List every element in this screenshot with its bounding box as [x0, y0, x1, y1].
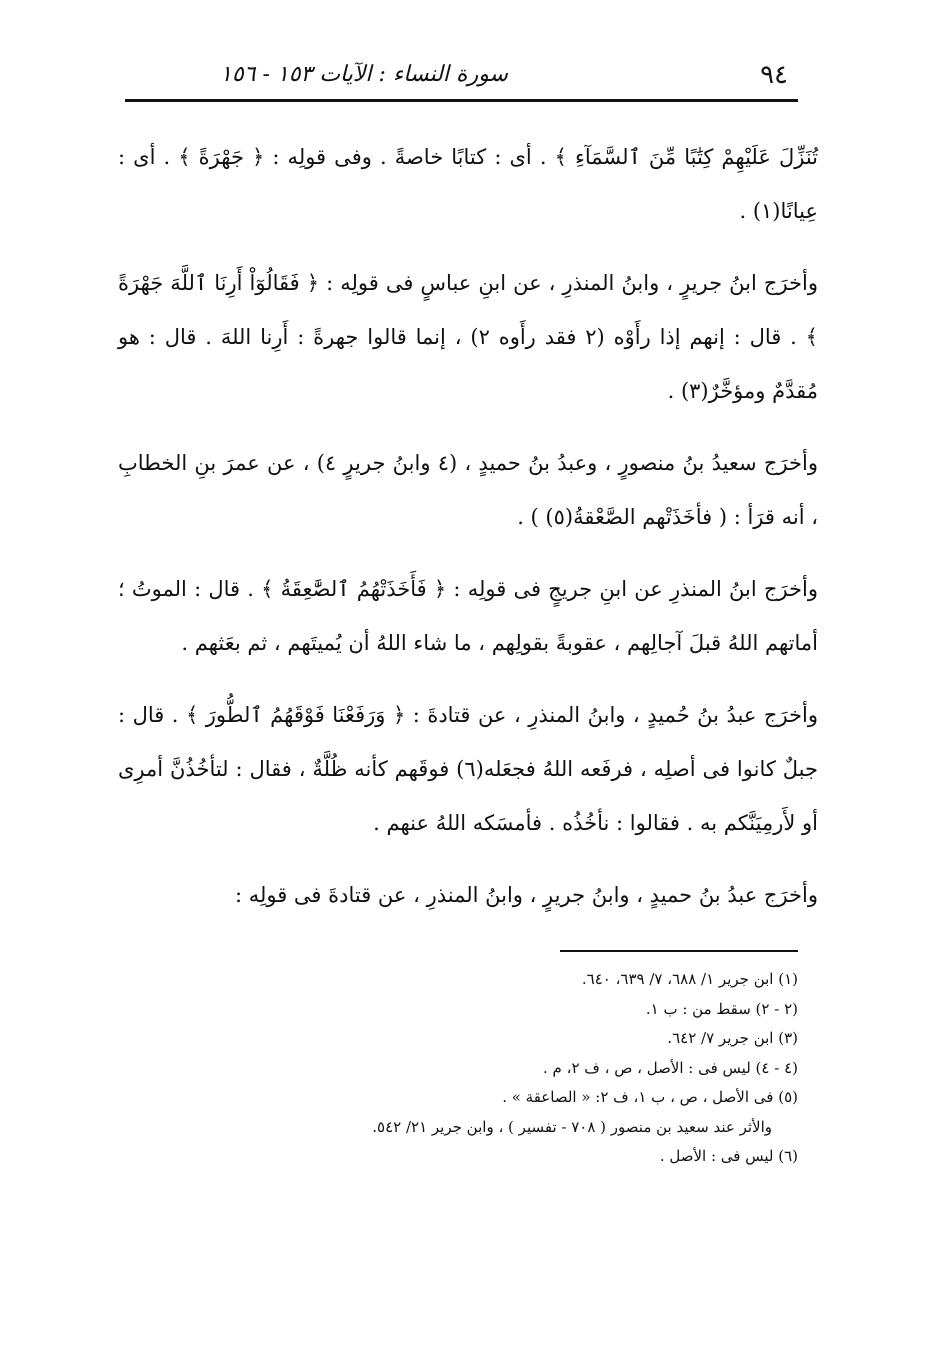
page-number: ٩٤ [760, 60, 788, 90]
footnote: (٦) ليس فى : الأصل . [659, 1147, 798, 1165]
footnote: (٢ - ٢) سقط من : ب ١. [645, 999, 798, 1018]
page-header [125, 52, 798, 102]
header-rule [125, 99, 798, 102]
paragraph: وأخرَج عبدُ بنُ حُميدٍ ، وابنُ المنذرِ ، عن قتادةَ : ﴿ وَرَفَعْنَا فَوْقَهُمُ ٱلطُّورَ ﴾ . قال : جبلٌ كانوا فى أصلِه ، فرفَعه اللهُ فجعَله(٦) فوقَهم كأنه ظُلَّةٌ ، فقال : لتأخُذُنَّ أمرِى أو لأَرمِيَنَّكم به . فقالوا : نأخُذُه . فأمسَكه اللهُ عنهم . [118, 703, 818, 835]
footnote: (٣) ابن جرير ٧/ ٦٤٢. [667, 1029, 798, 1047]
footnote-continuation: والأثر عند سعيد بن منصور ( ٧٠٨ - تفسير ) ، وابن جرير ٢١/ ٥٤٢. [372, 1117, 772, 1136]
running-title: سورة النساء : الآيات ١٥٣ - ١٥٦ [220, 62, 508, 87]
paragraph: وأخرَج سعيدُ بنُ منصورٍ ، وعبدُ بنُ حميدٍ ، (٤ وابنُ جريرٍ ٤) ، عن عمرَ بنِ الخطابِ ، أنه قرَأ : ( فأخَذَتْهم الصَّعْقةُ(٥) ) . [118, 451, 818, 529]
footnote: (٥) فى الأصل ، ص ، ب ١، ف ٢: « الصاعقة » . [502, 1088, 798, 1106]
footnote-rule [560, 950, 798, 952]
paragraph: وأخرَج ابنُ جريرٍ ، وابنُ المنذرِ ، عن ابنِ عباسٍ فى قولِه : ﴿ فَقَالُوٓاْ أَرِنَا ٱللَّهَ جَهْرَةً ﴾ . قال : إنهم إذا رأَوْه (٢ فقد رأَوه ٢) ، إنما قالوا جهرةً : أَرِنا اللهَ . قال : هو مُقدَّمٌ ومؤخَّرٌ(٣) . [118, 271, 818, 403]
paragraph: وأخرَج عبدُ بنُ حميدٍ ، وابنُ جريرٍ ، وابنُ المنذرِ ، عن قتادةَ فى قولِه : [234, 883, 818, 907]
paragraph: وأخرَج ابنُ المنذرِ عن ابنِ جريجٍ فى قولِه : ﴿ فَأَخَذَتْهُمُ ٱلصَّٰعِقَةُ ﴾ . قال : الموتُ ؛ أماتهم اللهُ قبلَ آجالِهم ، عقوبةً بقولِهم ، ما شاء اللهُ أن يُميتَهم ، ثم بعَثهم . [118, 577, 818, 655]
footnote: (٤ - ٤) ليس فى : الأصل ، ص ، ف ٢، م . [543, 1058, 798, 1077]
footnotes [250, 965, 798, 1172]
footnote: (١) ابن جرير ١/ ٦٨٨، ٧/ ٦٣٩، ٦٤٠. [581, 970, 798, 988]
paragraph: تُنَزِّلَ عَلَيْهِمْ كِتَٰبًا مِّنَ ٱلسَّمَآءِ ﴾ . أى : كتابًا خاصةً . وفى قولِه : ﴿ جَهْرَةً ﴾ . أى : عِيانًا(١) . [118, 145, 818, 223]
main-text [118, 130, 818, 940]
